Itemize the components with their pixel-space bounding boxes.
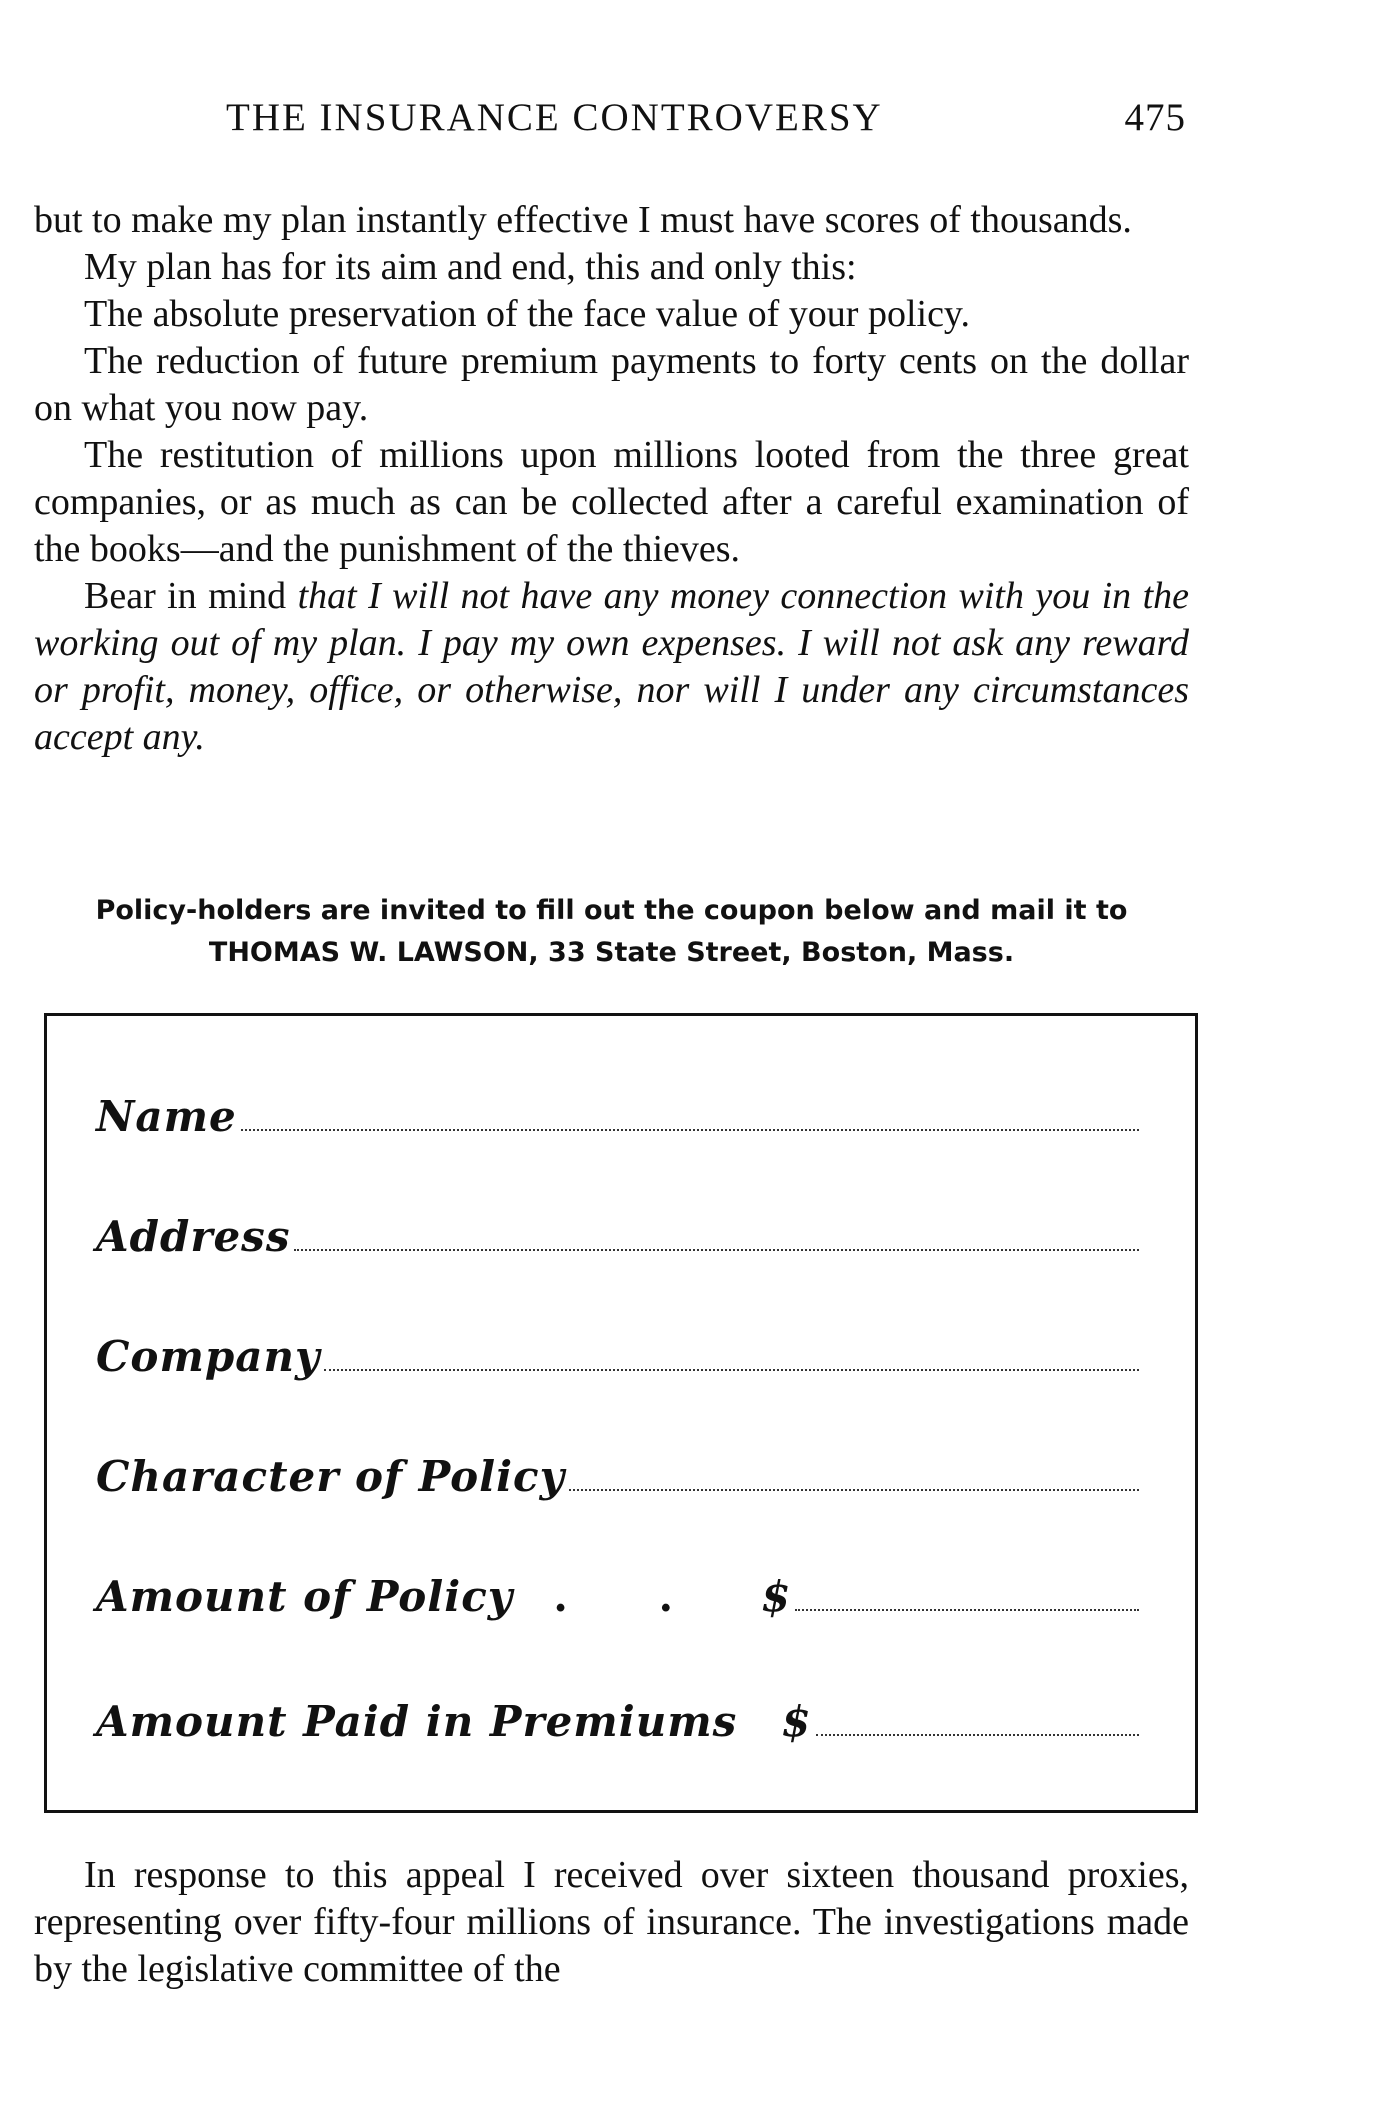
- paragraph-5: The restitution of millions upon millions looted from the three great companies, or as much as can be collected after a careful examination of the books—and the punishment of the thieves.: [34, 434, 1189, 570]
- paragraph-3: The absolute preservation of the face value of your policy.: [84, 293, 970, 335]
- amount-of-policy-label: Amount of Policy: [96, 1572, 514, 1621]
- notice-line-2: THOMAS W. LAWSON, 33 State Street, Boston, Mass.: [208, 937, 1015, 968]
- amount-paid-in-premiums-field[interactable]: [96, 1686, 1139, 1746]
- running-header: [226, 95, 1186, 140]
- address-label: Address: [96, 1212, 291, 1261]
- coupon-notice: [34, 890, 1189, 974]
- paragraph-2: My plan has for its aim and end, this and only this:: [84, 246, 857, 288]
- coupon-form: [44, 1013, 1198, 1813]
- character-of-policy-blank-line[interactable]: [569, 1489, 1139, 1491]
- header-title: THE INSURANCE CONTROVERSY: [226, 96, 883, 139]
- company-blank-line[interactable]: [324, 1369, 1139, 1371]
- closing-paragraph: [34, 1852, 1189, 1993]
- address-blank-line[interactable]: [294, 1249, 1139, 1251]
- amount-of-policy-blank-line[interactable]: [795, 1609, 1139, 1611]
- dollar-sign: $: [761, 1572, 792, 1621]
- paragraph-4: The reduction of future premium payments to forty cents on the dollar on what you now pay.: [34, 340, 1189, 429]
- address-field[interactable]: [96, 1201, 1139, 1261]
- page-number: 475: [1124, 96, 1186, 139]
- notice-line-1: Policy-holders are invited to fill out the coupon below and mail it to: [95, 895, 1128, 926]
- character-of-policy-field[interactable]: [96, 1441, 1139, 1501]
- paragraph-6-italic: that I will not have any money connection with you in the working out of my plan. I pay my own expenses. I will not ask any reward or profit, money, office, or otherwise, nor will I under any circumstances accept any.: [34, 575, 1189, 758]
- amount-of-policy-dots: . .: [553, 1572, 712, 1621]
- amount-paid-in-premiums-label: Amount Paid in Premiums: [96, 1697, 738, 1746]
- closing-text: In response to this appeal I received over sixteen thousand proxies, representing over fifty-four millions of insurance. The investigations made by the legislative committee of the: [34, 1854, 1189, 1990]
- character-of-policy-label: Character of Policy: [96, 1452, 566, 1501]
- name-field[interactable]: [96, 1081, 1139, 1141]
- paragraph-1: but to make my plan instantly effective I must have scores of thousands.: [34, 199, 1132, 241]
- dollar-sign: $: [781, 1697, 812, 1746]
- name-label: Name: [96, 1092, 237, 1141]
- body-text: [34, 197, 1189, 761]
- company-field[interactable]: [96, 1321, 1139, 1381]
- amount-of-policy-field[interactable]: [96, 1561, 1139, 1621]
- amount-paid-in-premiums-blank-line[interactable]: [816, 1734, 1139, 1736]
- company-label: Company: [96, 1332, 321, 1381]
- paragraph-6: [34, 573, 1189, 761]
- paragraph-6-lead: Bear in mind: [84, 575, 298, 617]
- name-blank-line[interactable]: [241, 1129, 1139, 1131]
